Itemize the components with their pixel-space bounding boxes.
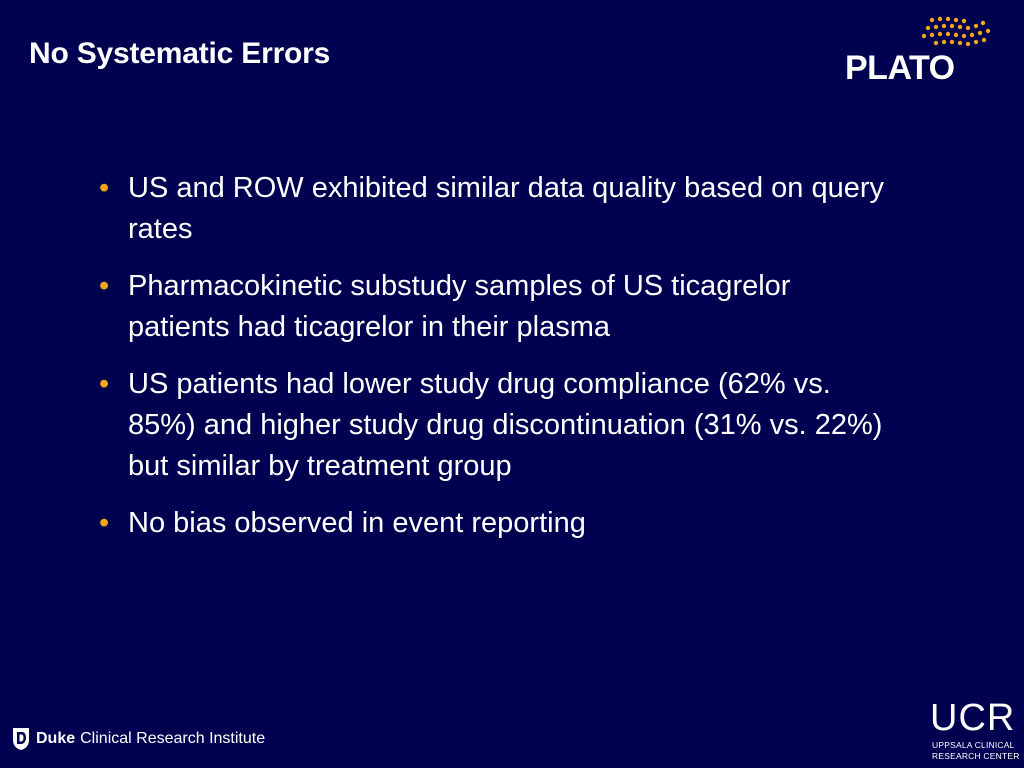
ucr-subtitle-line1: UPPSALA CLINICAL — [932, 740, 1015, 750]
bullet-item — [99, 266, 899, 348]
duke-institute-text: Clinical Research Institute — [80, 730, 266, 747]
bullet-item — [99, 168, 899, 250]
bullet-text: Pharmacokinetic substudy samples of US ticagrelor patients had ticagrelor in their plasma — [128, 270, 791, 343]
bullet-text: US and ROW exhibited similar data quality based on query rates — [128, 172, 884, 245]
ucr-subtitle-line2: RESEARCH CENTER — [932, 751, 1020, 761]
bullet-text: US patients had lower study drug compliance (62% vs. 85%) and higher study drug discontinuation (31% vs. 22%) but similar by treatment group — [128, 368, 883, 482]
ucr-letters: UCR — [930, 697, 1016, 739]
bullet-list — [99, 168, 899, 560]
duke-brand-text: Duke — [36, 730, 76, 747]
bullet-marker: • — [99, 270, 110, 302]
duke-shield-icon — [12, 727, 30, 751]
plato-logo — [842, 14, 1012, 87]
bullet-marker: • — [99, 172, 110, 204]
bullet-item — [99, 503, 899, 544]
ucr-subtitle — [932, 740, 1020, 762]
bullet-item — [99, 364, 899, 487]
plato-dots-icon — [922, 14, 1012, 54]
slide-title: No Systematic Errors — [29, 37, 331, 70]
plato-logo-text: PLATO — [845, 49, 955, 87]
bullet-text: No bias observed in event reporting — [128, 507, 586, 539]
duke-logo — [12, 725, 265, 753]
ucr-logo — [930, 698, 1020, 764]
bullet-marker: • — [99, 507, 110, 539]
bullet-marker: • — [99, 368, 110, 400]
